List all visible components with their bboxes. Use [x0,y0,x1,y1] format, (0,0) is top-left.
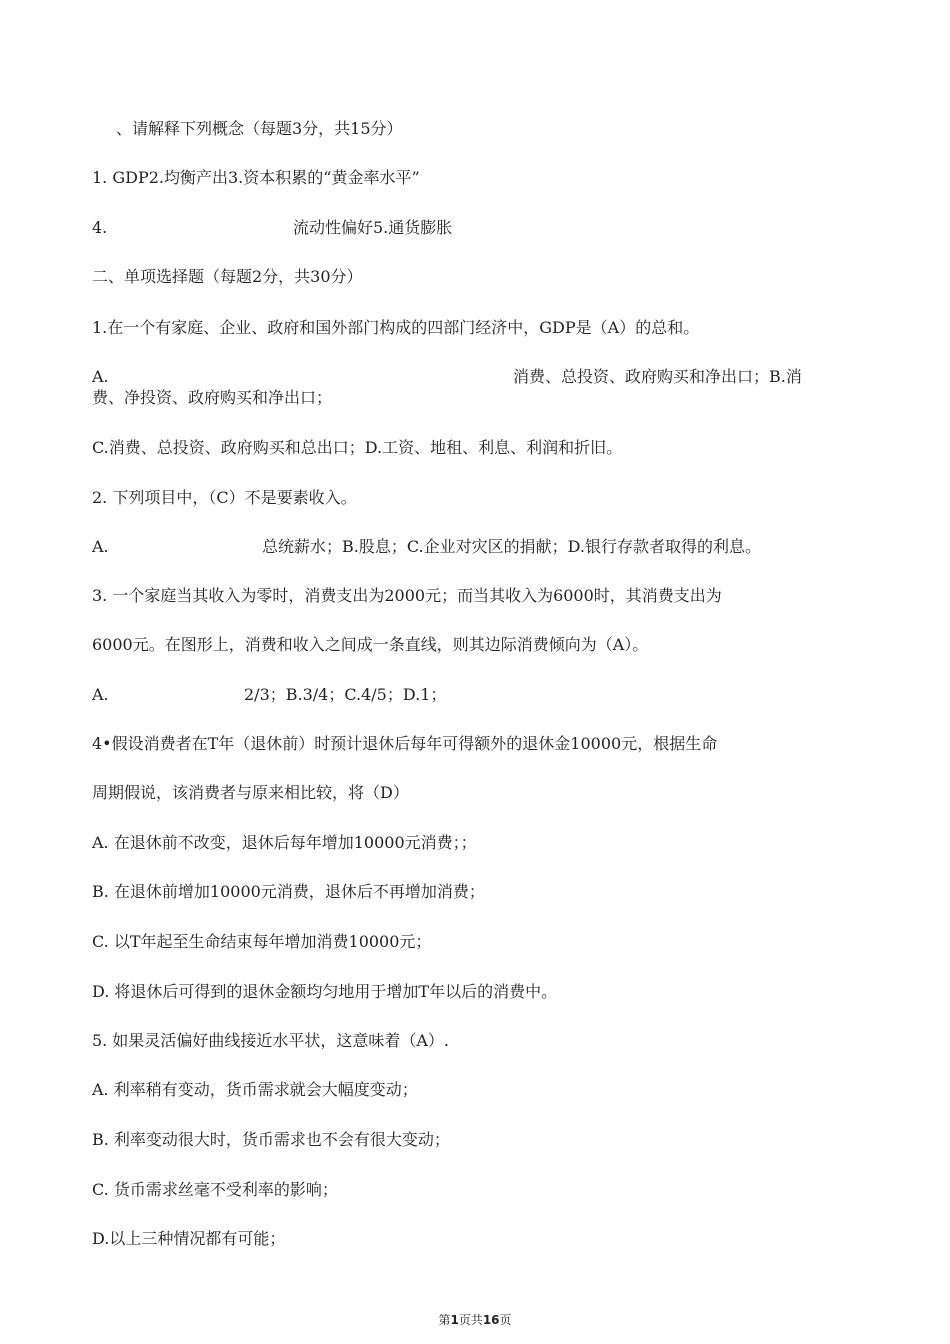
q4-option-c: C. 以T年起至生命结束每年增加消费10000元； [92,932,432,951]
q4-stem-line-1: 4•假设消费者在T年（退休前）时预计退休后每年可得额外的退休金10000元，根据生命 [92,734,718,753]
q3-option-label: A. [92,685,109,704]
q1-options-c-d: C.消费、总投资、政府购买和总出口；D.工资、地租、利息、利润和折旧。 [92,438,623,457]
q1-stem: 1.在一个有家庭、企业、政府和国外部门构成的四部门经济中，GDP是（A）的总和。 [92,318,700,337]
q2-stem: 2. 下列项目中，（C）不是要素收入。 [92,488,357,507]
concepts-line-1: 1. GDP2.均衡产出3.资本积累的“黄金率水平” [92,168,420,187]
q2-option-label: A. [92,537,109,556]
q4-option-b: B. 在退休前增加10000元消费，退休后不再增加消费； [92,882,485,901]
q4-stem-line-2: 周期假说，该消费者与原来相比较，将（D） [92,783,409,802]
q1-option-a-text: 消费、总投资、政府购买和净出口；B.消 [513,367,802,386]
q5-stem: 5. 如果灵活偏好曲线接近水平状，这意味着（A）. [92,1031,449,1050]
footer-prefix: 第 [438,1313,451,1327]
q1-option-a-continued: 费、净投资、政府购买和净出口； [92,388,333,407]
q4-option-d: D. 将退休后可得到的退休金额均匀地用于增加T年以后的消费中。 [92,982,558,1001]
q4-option-a: A. 在退休前不改变，退休后每年增加10000元消费；； [92,833,477,852]
section1-title: 、请解释下列概念（每题3分，共15分） [116,119,403,138]
footer-suffix: 页 [499,1313,512,1327]
concepts-line-2-text: 流动性偏好5.通货膨胀 [293,218,453,237]
q5-option-b: B. 利率变动很大时，货币需求也不会有很大变动； [92,1130,450,1149]
footer-page-number: 1 [450,1313,459,1327]
q2-options: 总统薪水；B.股息；C.企业对灾区的捐献；D.银行存款者取得的利息。 [262,537,761,556]
concepts-line-2-number: 4. [92,218,108,237]
footer-middle: 页共 [458,1313,483,1327]
q3-stem-line-2: 6000元。在图形上，消费和收入之间成一条直线，则其边际消费倾向为（A）。 [92,635,649,654]
q5-option-c: C. 货币需求丝毫不受利率的影响； [92,1180,338,1199]
q3-options: 2/3；B.3/4；C.4/5；D.1； [244,685,447,704]
section2-title: 二、单项选择题（每题2分，共30分） [92,267,363,286]
q3-stem-line-1: 3. 一个家庭当其收入为零时，消费支出为2000元；而当其收入为6000时，其消费支出为 [92,586,722,605]
q5-option-d: D.以上三种情况都有可能； [92,1229,286,1248]
q1-option-a-label: A. [92,367,109,386]
footer-total-pages: 16 [482,1313,500,1327]
page-footer [0,1311,950,1328]
q5-option-a: A. 利率稍有变动，货币需求就会大幅度变动； [92,1080,418,1099]
